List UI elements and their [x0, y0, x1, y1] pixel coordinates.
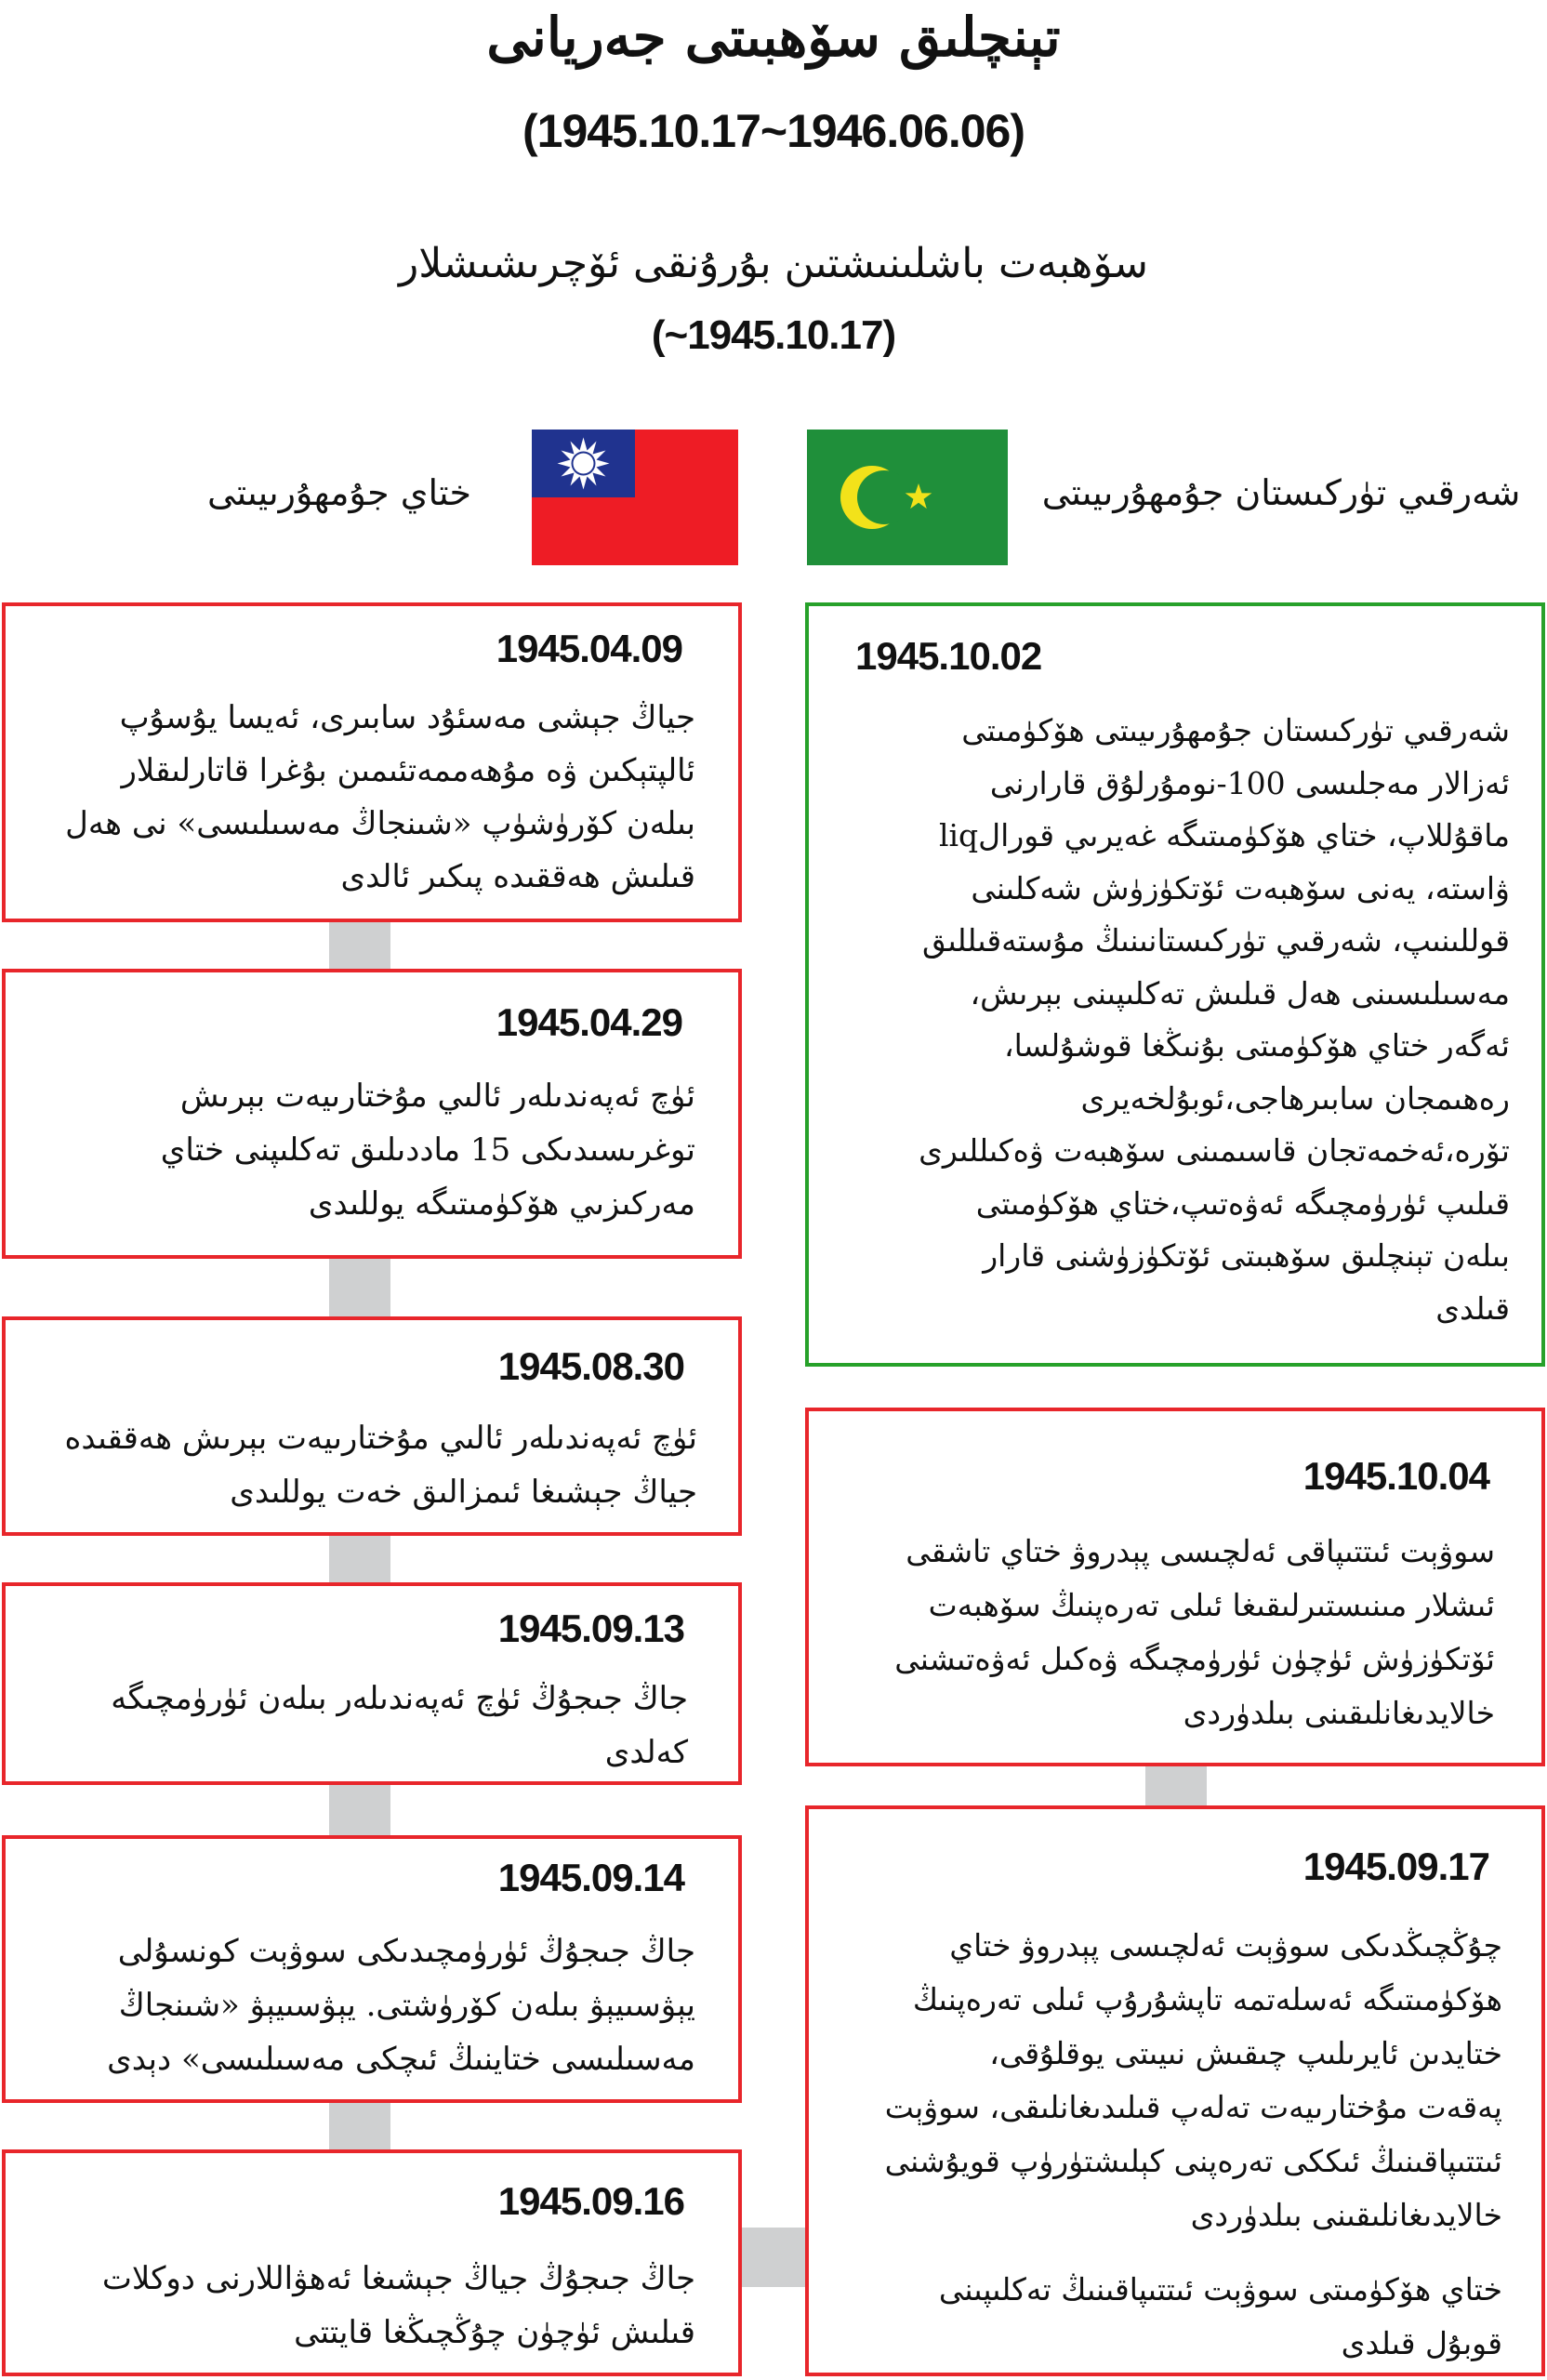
event-text-line: جياڭ جېشى مەسئۇد سابىرى، ئەيسا يۇسۇپ — [119, 699, 695, 736]
party-left-label: ختاي جۇمھۇرىيىتى — [207, 472, 471, 513]
period-range: (1945.10.17~1946.06.06) — [522, 105, 1025, 157]
event-text-line: تۆرە،ئەخمەتجان قاسىمىنى سۆھبەت ۋەكىللىرى — [919, 1132, 1510, 1169]
event-text-line: خالايدىغانلىقىنى بىلدۈردى — [1183, 1695, 1495, 1731]
event-date: 1945.09.14 — [497, 1856, 684, 1899]
event-text-line: بىلەن تېنچلىق سۆھبىتى ئۆتكۈزۈشنى قارار — [983, 1237, 1510, 1274]
section-subtitle-date: (~1945.10.17) — [651, 312, 896, 358]
connector-bottom — [736, 2228, 807, 2287]
event-text-line: ۋاستە، يەنى سۆھبەت ئۆتكۈزۈش شەكلىنى — [971, 869, 1510, 906]
event-text-line: ئىشلار مىنىستىرلىقىغا ئىلى تەرەپنىڭ سۆھبەت — [928, 1587, 1495, 1623]
event-text-line: چۇڭچىڭدىكى سوۋېت ئەلچىسى پېدروۋ ختاي — [949, 1927, 1502, 1964]
event-text-line: جياڭ جېشىغا ئىمزالىق خەت يوللىدى — [230, 1474, 697, 1511]
event-box — [2, 2149, 742, 2376]
connector-left-4 — [329, 1783, 390, 1835]
connector-left-3 — [329, 1534, 390, 1582]
event-text-line: قوبۇل قىلدى — [1341, 2325, 1502, 2361]
event-text-line: مەسىلىسىنى ھەل قىلىش تەكلىپىنى بېرىش، — [970, 974, 1510, 1012]
event-text-line: خالايدىغانلىقىنى بىلدۈردى — [1190, 2197, 1502, 2233]
page-title: تېنچلىق سۆھبىتى جەريانى — [486, 6, 1061, 69]
event-text-line: قىلدى — [1435, 1289, 1510, 1327]
event-date: 1945.09.17 — [1302, 1844, 1489, 1888]
event-date: 1945.10.02 — [855, 634, 1042, 678]
event-text-line: قىلىش ھەققىدە پىكىر ئالدى — [340, 858, 695, 895]
event-box — [805, 602, 1545, 1367]
event-text-line: ئۈچ ئەپەندىلەر ئالىي مۇختارىيەت بېرىش ھەققىدە — [64, 1420, 697, 1457]
party-right-label: شەرقىي تۈركىستان جۇمھۇرىيىتى — [1041, 472, 1521, 513]
roc-flag-icon — [532, 430, 738, 565]
connector-left-1 — [329, 920, 390, 969]
connector-left-2 — [329, 1257, 390, 1316]
event-date: 1945.09.16 — [497, 2179, 684, 2223]
event-text-line: يېۋسىيېۋ بىلەن كۆرۈشتى. يېۋسىيېۋ «شىنجاڭ — [118, 1987, 695, 2024]
event-text-line: بىلەن كۆرۈشۈپ «شىنجاڭ مەسىلىسى» نى ھەل — [65, 805, 695, 842]
event-text-line: ختاي ھۆكۈمىتى سوۋېت ئىتتىپاقىنىڭ تەكلىپىنى — [938, 2271, 1502, 2307]
event-text-line: ئۆتكۈزۈش ئۈچۈن ئۈرۈمچىگە ۋەكىل ئەۋەتىشنى — [894, 1641, 1495, 1677]
event-box — [2, 602, 742, 922]
event-text-line: شەرقىي تۈركىستان جۇمھۇرىيىتى ھۆكۈمىتى — [961, 712, 1510, 748]
event-text-line: ماقۇللاپ، ختاي ھۆكۈمىتىگە غەيرىي قورالliq — [938, 817, 1510, 853]
event-text-line: توغرىسىدىكى 15 ماددىلىق تەكلىپنى ختاي — [160, 1131, 695, 1169]
event-text-line: ئۈچ ئەپەندىلەر ئالىي مۇختارىيەت بېرىش — [179, 1078, 695, 1115]
event-box — [2, 969, 742, 1259]
event-text-line: سوۋېت ئىتتىپاقى ئەلچىسى پېدروۋ ختاي تاشقى — [906, 1533, 1495, 1569]
event-box — [2, 1316, 742, 1536]
event-text-line: رەھىمجان سابىرھاجى،ئوبۇلخەيرى — [1080, 1079, 1510, 1117]
event-date: 1945.04.29 — [496, 1000, 682, 1044]
event-date: 1945.10.04 — [1302, 1454, 1489, 1498]
section-subtitle: سۆھبەت باشلىنىشتىن بۇرۇنقى ئۆچرىشىشلار — [399, 240, 1148, 287]
event-date: 1945.04.09 — [496, 627, 682, 670]
event-box — [2, 1582, 742, 1785]
event-text-line: قىلىش ئۈچۈن چۇڭچىڭغا قايتتى — [294, 2314, 695, 2351]
etr-flag-icon — [807, 430, 1008, 565]
event-text-line: ئىتتىپاقىنىڭ ئىككى تەرەپنى كېلىشتۈرۈپ قويۇشنى — [884, 2143, 1502, 2179]
connector-left-5 — [329, 2101, 390, 2149]
event-text-line: ئەگەر ختاي ھۆكۈمىتى بۇنىڭغا قوشۇلسا، — [1003, 1027, 1510, 1064]
event-text-line: قىلىپ ئۈرۈمچىگە ئەۋەتىپ،ختاي ھۆكۈمىتى — [975, 1184, 1510, 1222]
event-date: 1945.08.30 — [497, 1344, 684, 1388]
event-text-line: پەقەت مۇختارىيەت تەلەپ قىلىدىغانلىقى، سوۋېت — [884, 2089, 1502, 2125]
event-text-line: ئەزالار مەجلىسى 100-نومۇرلۇق قارارنى — [989, 764, 1510, 801]
event-text-line: مەركىزىي ھۆكۈمىتىگە يوللىدى — [308, 1185, 695, 1223]
event-box — [805, 1408, 1545, 1766]
connector-right-1 — [1145, 1765, 1207, 1805]
event-text-line: قوللىنىپ، شەرقىي تۈركىستانىنىڭ مۇستەقىللىق — [922, 922, 1510, 959]
event-text-line: ئالپتېكىن ۋە مۇھەممەتئىمىن بۇغرا قاتارلىقلار — [121, 752, 695, 789]
event-text-line: جاڭ جىجۇڭ ئۈچ ئەپەندىلەر بىلەن ئۈرۈمچىگە — [111, 1680, 688, 1717]
event-text-line: جاڭ جىجۇڭ جياڭ جېشىغا ئەھۋاللارنى دوكلات — [101, 2260, 695, 2297]
event-text-line: مەسىلىسى ختاينىڭ ئىچكى مەسىلىسى» دېدى — [107, 2041, 695, 2078]
event-text-line: ختايدىن ئايرىلىپ چىقىش نىيىتى يوقلۇقى، — [989, 2035, 1502, 2071]
event-box — [805, 1805, 1545, 2376]
event-date: 1945.09.13 — [497, 1606, 684, 1650]
event-text-line: كەلدى — [604, 1734, 688, 1771]
event-box — [2, 1835, 742, 2103]
event-text-line: جاڭ جىجۇڭ ئۈرۈمچىدىكى سوۋېت كونسۇلى — [117, 1933, 695, 1970]
event-text-line: ھۆكۈمىتىگە ئەسلەتمە تاپشۇرۇپ ئىلى تەرەپنىڭ — [912, 1981, 1502, 2017]
